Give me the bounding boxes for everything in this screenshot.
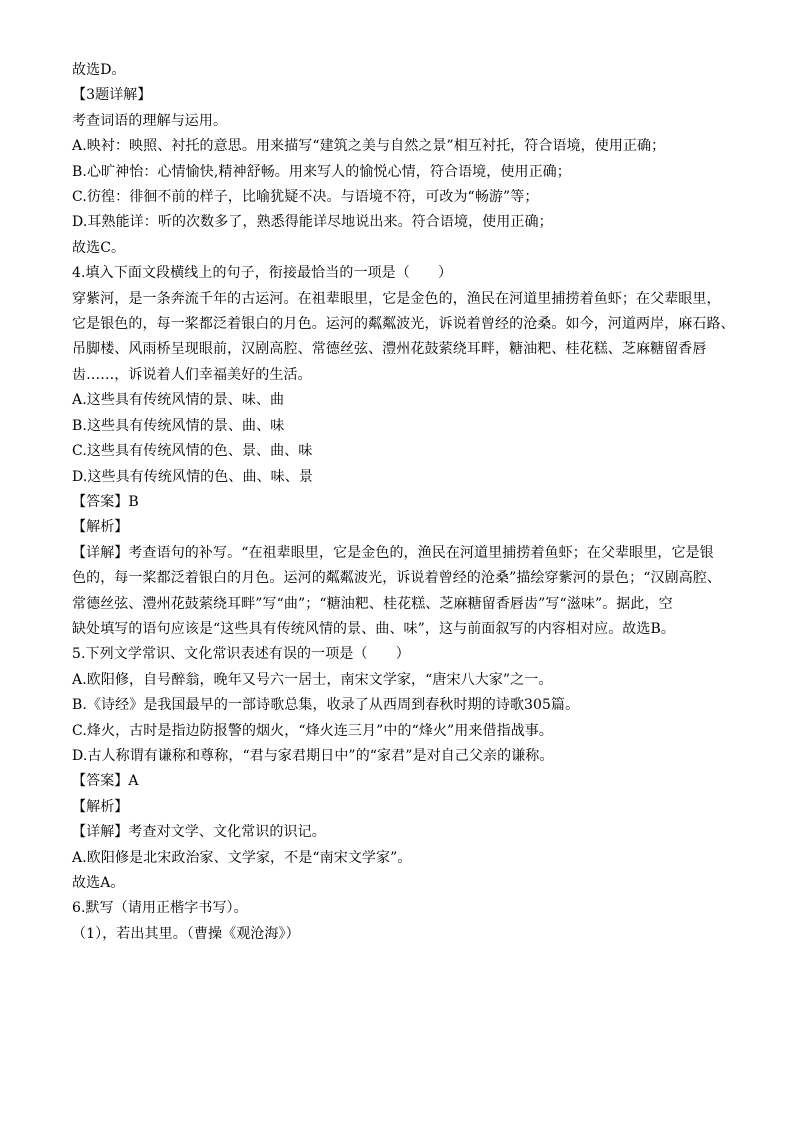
question-title: 4.填入下面文段横线上的句子，衔接最恰当的一项是（ ） bbox=[72, 265, 453, 282]
section-heading: 【3题详解】 bbox=[72, 87, 152, 104]
analysis-line: 缺处填写的语句应该是“这些具有传统风情的景、曲、味”，这与前面叙写的内容相对应。故选B。 bbox=[72, 620, 675, 637]
option-line: D.这些具有传统风情的色、曲、味、景 bbox=[72, 468, 313, 485]
passage-line: 它是银色的，每一桨都泛着银白的月色。运河的粼粼波光，诉说着曾经的沧桑。如今，河道两岸，麻石路、 bbox=[72, 316, 735, 333]
text-line: 故选D。 bbox=[72, 62, 126, 78]
question-title: 5.下列文学常识、文化常识表述有误的一项是（ ） bbox=[72, 646, 410, 663]
option-line: A.这些具有传统风情的景、味、曲 bbox=[72, 392, 285, 409]
option-line: D.古人称谓有谦称和尊称，“君与家君期日中”的“家君”是对自己父亲的谦称。 bbox=[72, 747, 554, 764]
analysis-line: 【详解】考查语句的补写。“在祖辈眼里，它是金色的，渔民在河道里捕捞着鱼虾；在父辈眼里，它是银 bbox=[72, 544, 714, 561]
option-line: B.这些具有传统风情的景、曲、味 bbox=[72, 417, 285, 434]
option-line: C.这些具有传统风情的色、景、曲、味 bbox=[72, 443, 313, 460]
answer-label: 【答案】B bbox=[72, 493, 139, 510]
text-line: 考查词语的理解与运用。 bbox=[72, 112, 228, 129]
document-page bbox=[72, 58, 735, 947]
question-title: 6.默写（请用正楷字书写）。 bbox=[72, 900, 248, 917]
analysis-line: 色的，每一桨都泛着银白的月色。运河的粼粼波光，诉说着曾经的沧桑”描绘穿紫河的景色；“汉剧高腔、 bbox=[72, 570, 722, 587]
option-line: D.耳熟能详：听的次数多了，熟悉得能详尽地说出来。符合语境，使用正确； bbox=[72, 214, 553, 231]
option-line: B.《诗经》是我国最早的一部诗歌总集，收录了从西周到春秋时期的诗歌305篇。 bbox=[72, 697, 580, 714]
text-line: 故选A。 bbox=[72, 875, 125, 891]
option-line: A.映衬：映照、衬托的意思。用来描写“建筑之美与自然之景”相互衬托，符合语境，使用正确； bbox=[72, 138, 666, 155]
answer-label: 【答案】A bbox=[72, 773, 139, 790]
analysis-line: A.欧阳修是北宋政治家、文学家，不是“南宋文学家”。 bbox=[72, 849, 412, 866]
option-line: B.心旷神怡：心情愉快,精神舒畅。用来写人的愉悦心情，符合语境，使用正确； bbox=[72, 163, 571, 180]
passage-line: 穿紫河，是一条奔流千年的古运河。在祖辈眼里，它是金色的，渔民在河道里捕捞着鱼虾；在父辈眼里， bbox=[72, 290, 721, 307]
analysis-label: 【解析】 bbox=[72, 519, 129, 536]
option-line: A.欧阳修，自号醉翁，晚年又号六一居士，南宋文学家，“唐宋八大家”之一。 bbox=[72, 671, 553, 688]
passage-line: 齿……，诉说着人们幸福美好的生活。 bbox=[72, 366, 312, 383]
analysis-line: 常德丝弦、澧州花鼓萦绕耳畔”写“曲”；“糖油粑、桂花糕、芝麻糖留香唇齿”写“滋味”。据此，空 bbox=[72, 595, 673, 612]
passage-line: 吊脚楼、风雨桥呈现眼前，汉剧高腔、常德丝弦、澧州花鼓萦绕耳畔，糖油粑、桂花糕、芝麻糖留香唇 bbox=[72, 341, 707, 358]
text-line: 故选C。 bbox=[72, 239, 126, 256]
question-line: （1），若出其里。（曹操《观沧海》） bbox=[72, 925, 300, 942]
option-line: C.烽火，古时是指边防报警的烟火，“烽火连三月”中的“烽火”用来借指战事。 bbox=[72, 722, 553, 739]
option-line: C.彷徨：徘徊不前的样子，比喻犹疑不决。与语境不符，可改为“畅游”等； bbox=[72, 189, 539, 206]
analysis-label: 【解析】 bbox=[72, 798, 129, 815]
analysis-line: 【详解】考查对文学、文化常识的识记。 bbox=[72, 824, 326, 841]
